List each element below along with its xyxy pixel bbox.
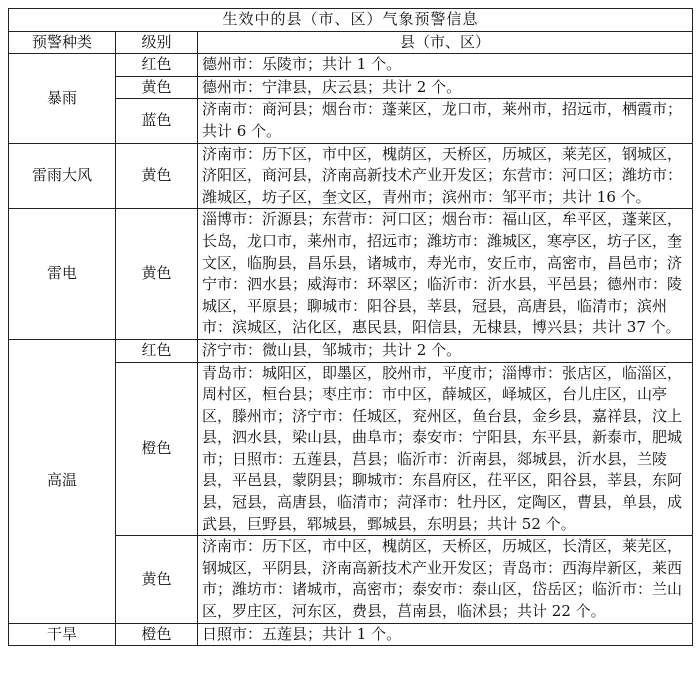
level-cell: 橙色: [116, 623, 198, 646]
counties-cell: 青岛市：城阳区，即墨区，胶州市，平度市；淄博市：张店区，临淄区，周村区，桓台县；枣庄市：市中区，薛城区，峄城区，台儿庄区，山亭区，滕州市；济宁市：任城区，兖州区，鱼台县，金乡县，嘉祥县，汶上县，泗水县，梁山县，曲阜市；泰安市：宁阳县，东平县，新泰市，肥城市；日照市：五莲县，莒县；临沂市：沂南县，郯城县，沂水县，兰陵县，平邑县，蒙阴县；聊城市：东昌府区，茌平区，阳谷县，莘县，东阿县，冠县，高唐县，临清市；菏泽市：牡丹区，定陶区，曹县，单县，成武县，巨野县，郓城县，鄄城县，东明县；共计 52 个。: [198, 362, 693, 536]
header-row: [9, 31, 693, 54]
level-cell: 红色: [116, 54, 198, 77]
counties-cell: 济宁市：微山县，邹城市；共计 2 个。: [198, 339, 693, 362]
warning-table: [8, 8, 693, 646]
warning-type-cell: 干旱: [9, 623, 116, 646]
header-counties: 县（市、区）: [198, 31, 693, 54]
warning-type-cell: 雷电: [9, 209, 116, 340]
warning-type-cell: 暴雨: [9, 54, 116, 143]
counties-cell: 德州市：乐陵市；共计 1 个。: [198, 54, 693, 77]
level-cell: 橙色: [116, 362, 198, 536]
header-warning-type: 预警种类: [9, 31, 116, 54]
level-cell: 黄色: [116, 76, 198, 99]
counties-cell: 济南市：历下区，市中区，槐荫区，天桥区，历城区，莱芜区，钢城区，济阳区，商河县，济南高新技术产业开发区；东营市：河口区；潍坊市：潍城区，坊子区，奎文区，青州市；滨州市：邹平市；共计 16 个。: [198, 143, 693, 209]
counties-cell: 德州市：宁津县，庆云县；共计 2 个。: [198, 76, 693, 99]
level-cell: 红色: [116, 339, 198, 362]
level-cell: 蓝色: [116, 99, 198, 143]
warning-type-cell: 雷雨大风: [9, 143, 116, 209]
table-row: [9, 143, 693, 209]
counties-cell: 济南市：历下区，市中区，槐荫区，天桥区，历城区，长清区，莱芜区，钢城区，平阴县，济南高新技术产业开发区；青岛市：西海岸新区，莱西市；潍坊市：诸城市，高密市；泰安市：泰山区，岱岳区；临沂市：兰山区，罗庄区，河东区，费县，莒南县，临沭县；共计 22 个。: [198, 536, 693, 623]
level-cell: 黄色: [116, 536, 198, 623]
table-row: [9, 339, 693, 362]
table-row: [9, 623, 693, 646]
counties-cell: 济南市：商河县；烟台市：蓬莱区，龙口市，莱州市，招远市，栖霞市；共计 6 个。: [198, 99, 693, 143]
table-row: [9, 54, 693, 77]
counties-cell: 日照市：五莲县；共计 1 个。: [198, 623, 693, 646]
table-row: [9, 209, 693, 340]
counties-cell: 淄博市：沂源县；东营市：河口区；烟台市：福山区，牟平区，蓬莱区，长岛，龙口市，莱州市，招远市；潍坊市：潍城区，寒亭区，坊子区，奎文区，临朐县，昌乐县，诸城市，寿光市，安丘市，高密市，昌邑市；济宁市：泗水县；威海市：环翠区；临沂市：沂水县，平邑县；德州市：陵城区，平原县；聊城市：阳谷县，莘县，冠县，高唐县，临清市；滨州市：滨城区，沾化区，惠民县，阳信县，无棣县，博兴县；共计 37 个。: [198, 209, 693, 340]
table-title: 生效中的县（市、区）气象预警信息: [9, 9, 693, 32]
header-level: 级别: [116, 31, 198, 54]
warning-type-cell: 高温: [9, 339, 116, 623]
level-cell: 黄色: [116, 143, 198, 209]
level-cell: 黄色: [116, 209, 198, 340]
